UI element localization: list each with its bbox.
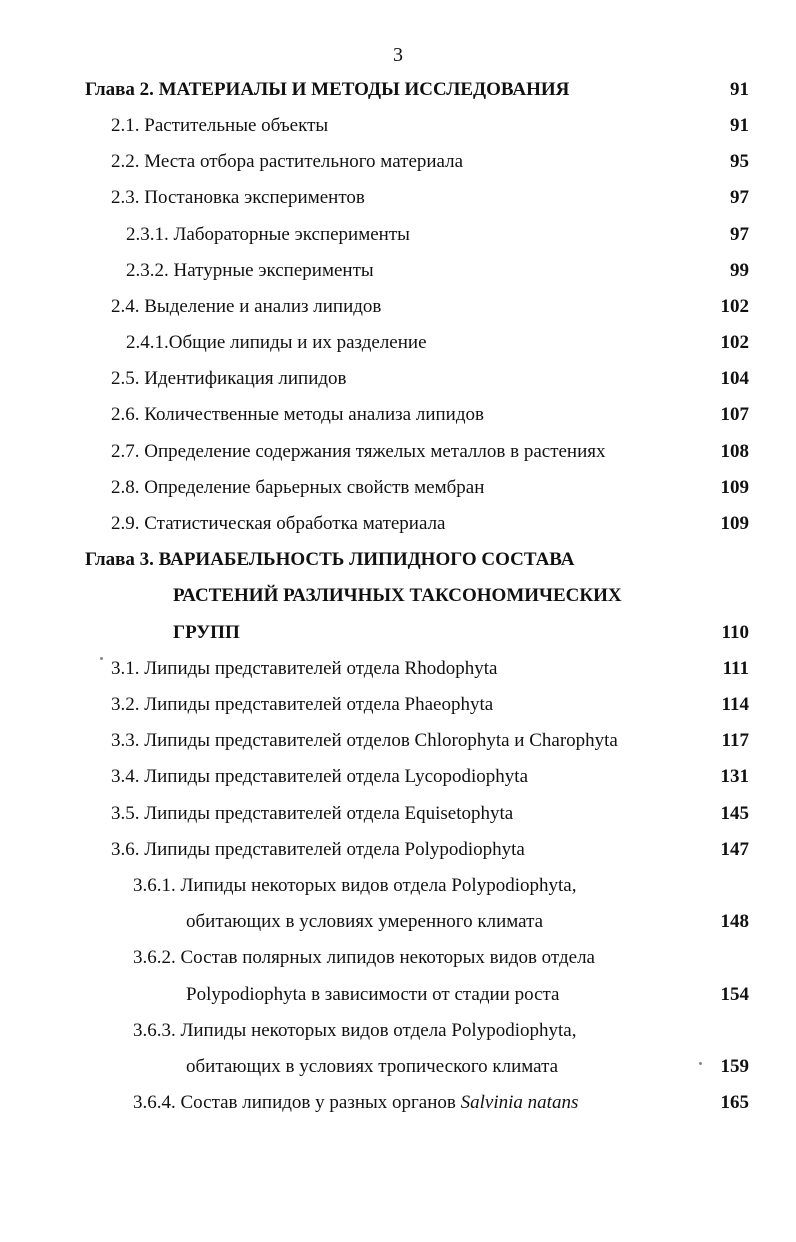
toc-page: 97 (730, 187, 749, 208)
toc-page: 91 (730, 115, 749, 136)
toc-page: 109 (720, 477, 749, 498)
toc-label: 3.2. Липиды представителей отдела Phaeophyta (111, 694, 494, 715)
scan-speck (100, 657, 103, 660)
scan-speck (699, 1062, 702, 1065)
toc-entry (0, 761, 796, 793)
toc-label: 3.6.3. Липиды некоторых видов отдела Polypodiophyta, (133, 1020, 577, 1041)
toc-page: 145 (720, 803, 749, 824)
toc-label: 2.3. Постановка экспериментов (111, 187, 365, 208)
toc-label: РАСТЕНИЙ РАЗЛИЧНЫХ ТАКСОНОМИЧЕСКИХ (173, 585, 622, 606)
toc-page: 104 (720, 368, 749, 389)
toc-entry (0, 399, 796, 431)
page-number: 3 (393, 44, 403, 66)
toc-label: обитающих в условиях умеренного климата (186, 911, 544, 932)
toc-entry (0, 1087, 796, 1119)
toc-label: обитающих в условиях тропического климата (186, 1056, 559, 1077)
toc-page: 111 (722, 658, 749, 679)
toc-label: Глава 2. МАТЕРИАЛЫ И МЕТОДЫ ИССЛЕДОВАНИЯ (85, 79, 570, 100)
toc-page: 109 (720, 513, 749, 534)
toc-entry (0, 906, 796, 938)
toc-label: 2.1. Растительные объекты (111, 115, 329, 136)
toc-page: 147 (720, 839, 749, 860)
toc-page: 102 (720, 332, 749, 353)
toc-label: 3.5. Липиды представителей отдела Equisetophyta (111, 803, 514, 824)
toc-entry (0, 1015, 796, 1047)
toc-entry (0, 291, 796, 323)
toc-label: 3.6.2. Состав полярных липидов некоторых видов отдела (133, 947, 595, 968)
toc-label: 2.6. Количественные методы анализа липидов (111, 404, 484, 425)
toc-page: 159 (720, 1056, 749, 1077)
toc-entry-chapter-3-cont (0, 617, 796, 649)
toc-page: 131 (720, 766, 749, 787)
toc-label: Глава 3. ВАРИАБЕЛЬНОСТЬ ЛИПИДНОГО СОСТАВА (85, 549, 575, 570)
toc-entry (0, 219, 796, 251)
toc-page: 110 (721, 622, 749, 643)
toc-entry (0, 255, 796, 287)
toc-label: 2.7. Определение содержания тяжелых металлов в растениях (111, 441, 606, 462)
toc-page: 148 (720, 911, 749, 932)
toc-label: 2.2. Места отбора растительного материала (111, 151, 464, 172)
toc-page: 108 (720, 441, 749, 462)
toc-page: 99 (730, 260, 749, 281)
toc-entry (0, 979, 796, 1011)
toc-page: 117 (721, 730, 749, 751)
toc-label: 2.8. Определение барьерных свойств мембран (111, 477, 485, 498)
toc-page: 107 (720, 404, 749, 425)
toc-page: 91 (730, 79, 749, 100)
toc-entry (0, 689, 796, 721)
toc-label: 2.9. Статистическая обработка материала (111, 513, 446, 534)
toc-entry (0, 472, 796, 504)
toc-label: 2.3.2. Натурные эксперименты (126, 260, 374, 281)
toc-entry (0, 110, 796, 142)
toc-page: 154 (720, 984, 749, 1005)
toc-label: 3.6.1. Липиды некоторых видов отдела Polypodiophyta, (133, 875, 577, 896)
toc-label-species: Salvinia natans (460, 1092, 579, 1113)
toc-entry (0, 942, 796, 974)
toc-label-text: 3.6.4. Состав липидов у разных органов (133, 1092, 461, 1113)
toc-entry (0, 870, 796, 902)
toc-page: 114 (721, 694, 749, 715)
toc-entry (0, 363, 796, 395)
toc-label: 3.4. Липиды представителей отдела Lycopodiophyta (111, 766, 528, 787)
toc-label: ГРУПП (173, 622, 240, 643)
toc-page: 97 (730, 224, 749, 245)
toc-entry (0, 146, 796, 178)
toc-label: Polypodiophyta в зависимости от стадии роста (186, 984, 560, 1005)
toc-entry (0, 834, 796, 866)
toc-label: 2.4. Выделение и анализ липидов (111, 296, 382, 317)
toc-entry (0, 1051, 796, 1083)
toc-label: 2.3.1. Лабораторные эксперименты (126, 224, 410, 245)
toc-entry-chapter-2 (0, 74, 796, 106)
toc-entry (0, 436, 796, 468)
toc-entry (0, 508, 796, 540)
toc-page: 95 (730, 151, 749, 172)
toc-label: 3.6. Липиды представителей отдела Polypodiophyta (111, 839, 525, 860)
toc-entry-chapter-3 (0, 544, 796, 576)
toc-label: 3.3. Липиды представителей отделов Chlorophyta и Charophyta (111, 730, 618, 751)
toc-entry (0, 327, 796, 359)
toc-entry-chapter-3-cont (0, 580, 796, 612)
toc-label: 2.4.1.Общие липиды и их разделение (126, 332, 427, 353)
toc-entry (0, 798, 796, 830)
toc-label: 3.1. Липиды представителей отдела Rhodophyta (111, 658, 498, 679)
toc-entry (0, 653, 796, 685)
toc-page: 102 (720, 296, 749, 317)
toc-label (133, 1087, 578, 1119)
toc-entry (0, 725, 796, 757)
toc-entry (0, 182, 796, 214)
toc-label: 2.5. Идентификация липидов (111, 368, 347, 389)
toc-page: 165 (720, 1092, 749, 1113)
